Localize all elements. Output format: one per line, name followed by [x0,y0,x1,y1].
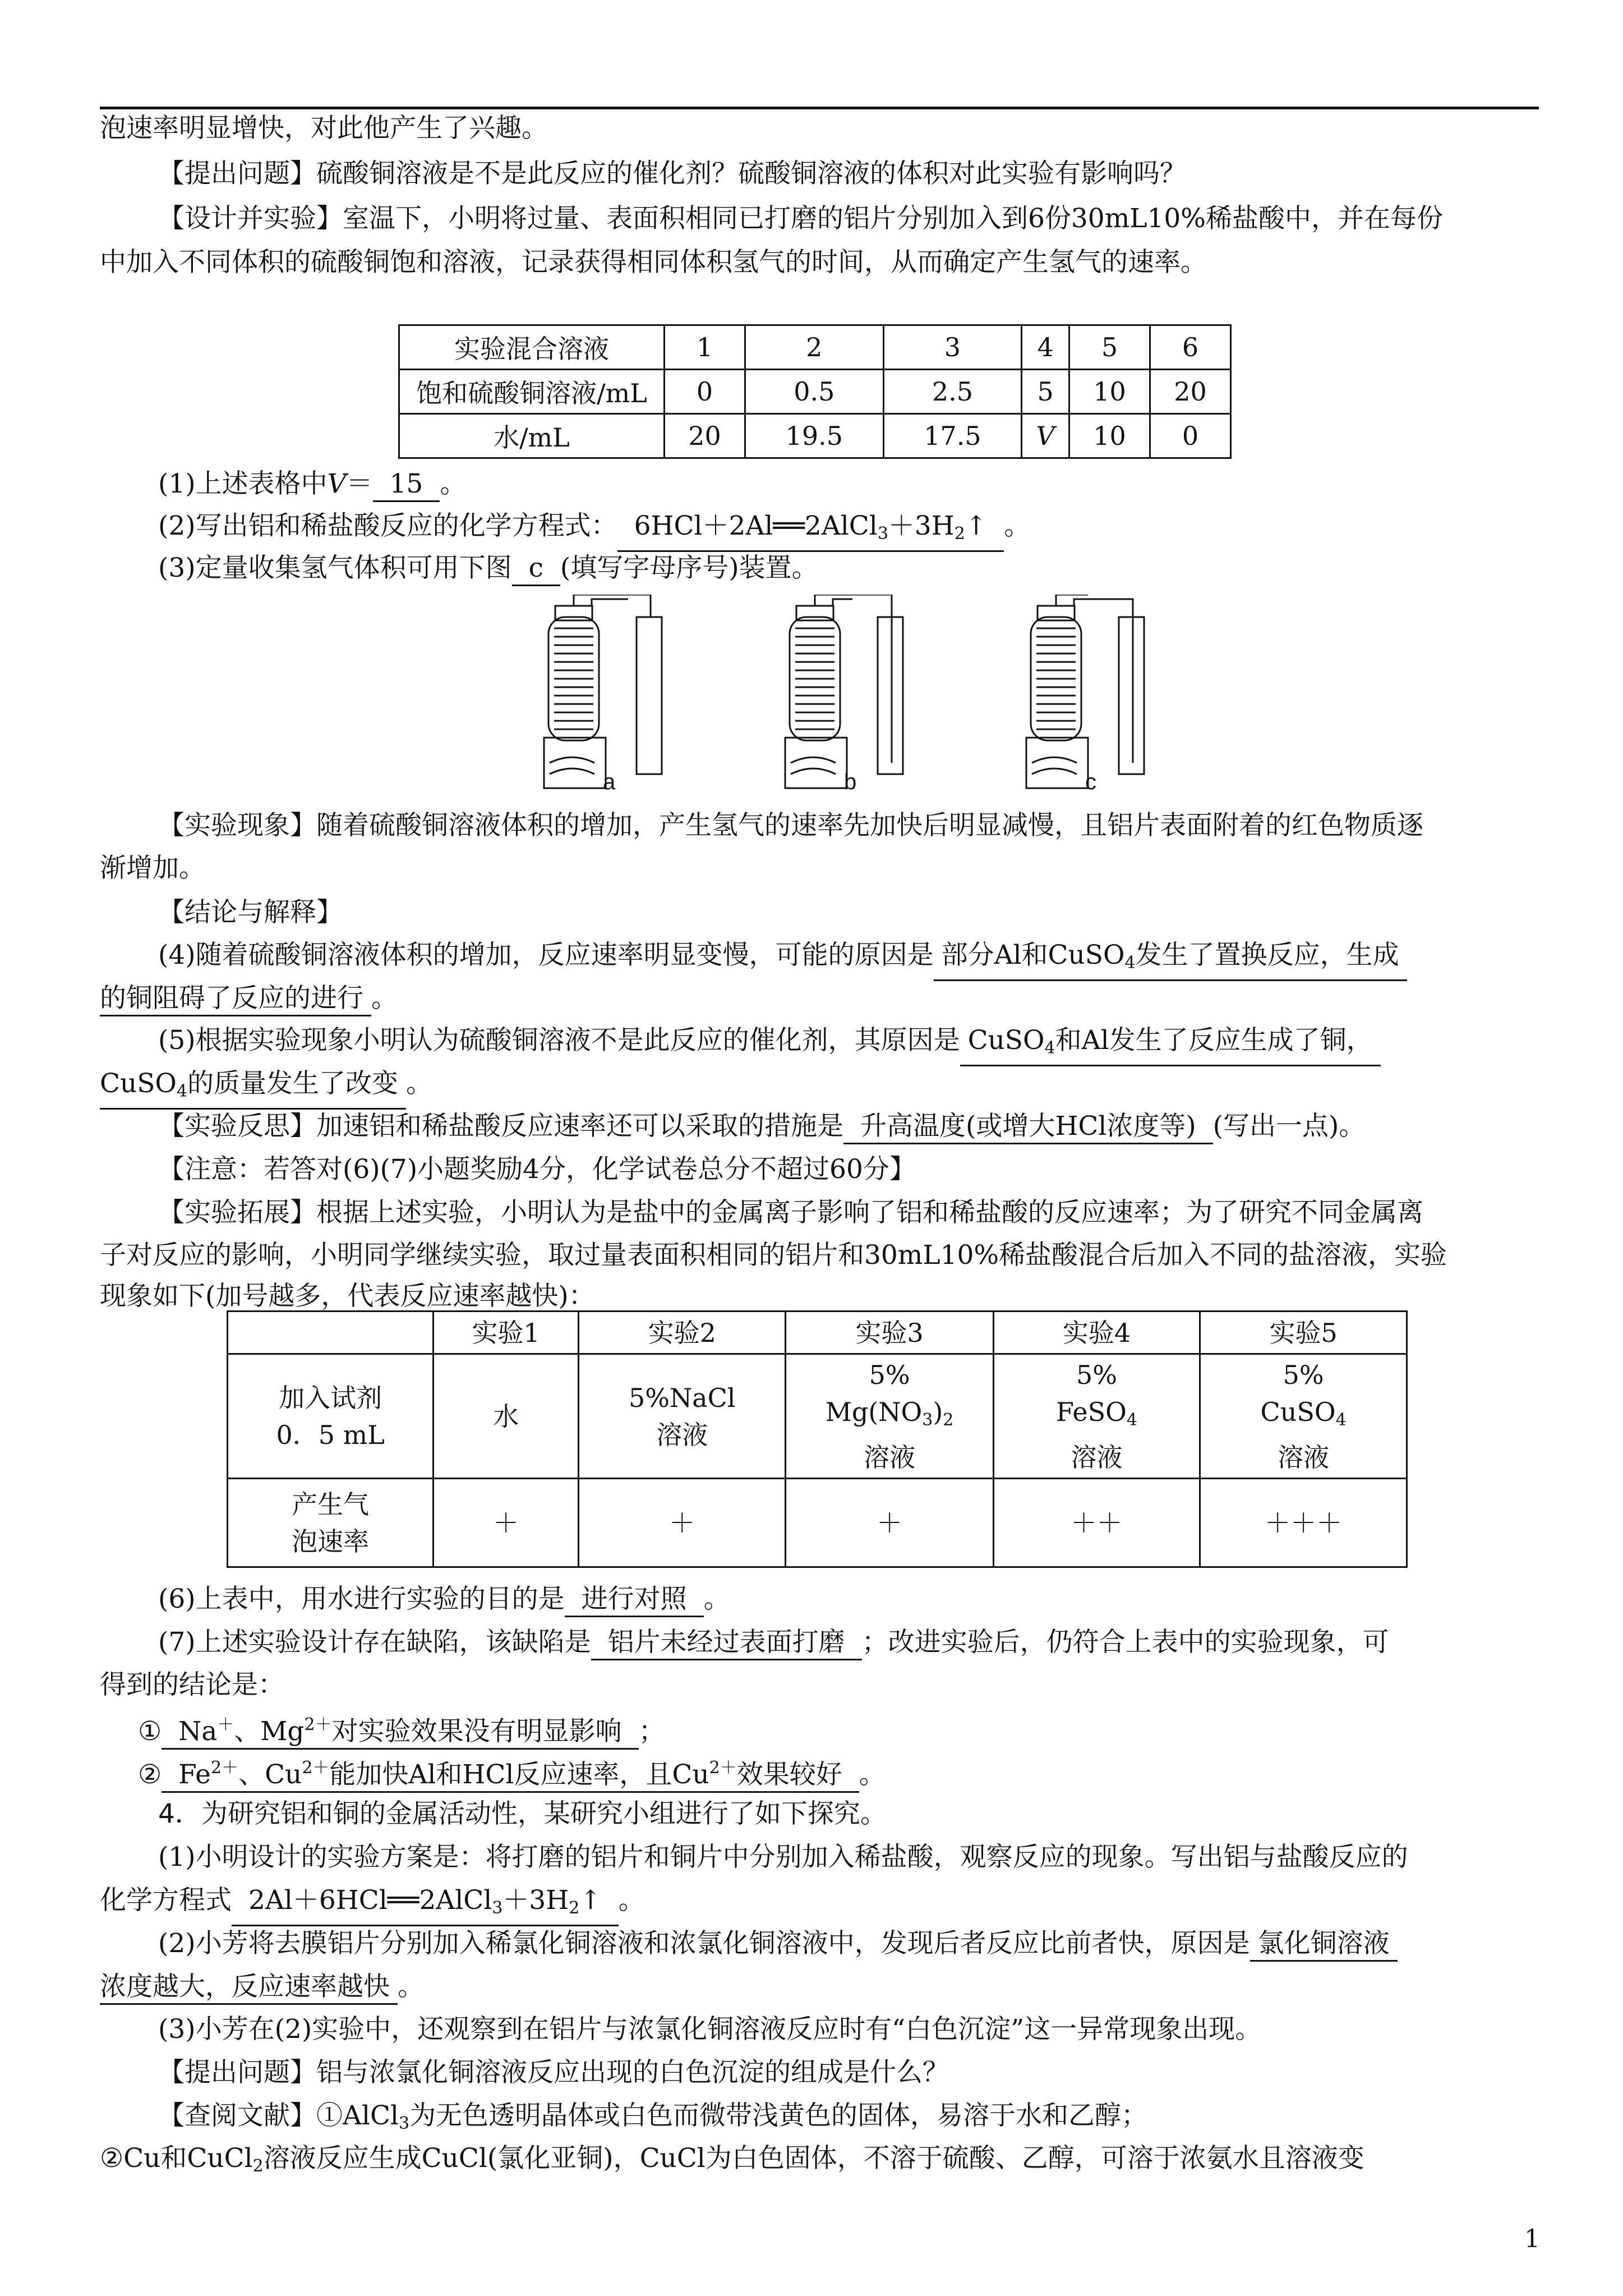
table-cell: 加入试剂 0．5 mL [228,1354,434,1479]
answer-blank: 升高温度(或增大HCl浓度等) [843,1110,1213,1144]
phenomenon-line-1: 【实验现象】随着硫酸铜溶液体积的增加，产生氢气的速率先加快后明显减慢，且铝片表面附着的红色物质逐 [158,810,1423,841]
figure-label-c: c [1085,770,1096,794]
p4-s3-line: (3)小芳在(2)实验中，还观察到在铝片与浓氯化铜溶液反应时有“白色沉淀”这一异常现象出现。 [158,2014,1262,2045]
ion-effect-table [227,1310,1408,1568]
answer-blank: 15 [373,468,440,502]
table-row [399,325,1231,370]
table-cell: 5% $Mg(NO_3)_2$ 溶液 [786,1354,993,1479]
table-cell: 17.5 [883,414,1022,458]
table-cell: ＋＋＋ [1200,1479,1407,1567]
p4-question-line: 【提出问题】铝与浓氯化铜溶液反应出现的白色沉淀的组成是什么？ [158,2057,949,2088]
answer-blank: 铝片未经过表面打磨 [591,1626,862,1660]
table-cell: 1 [665,325,745,370]
table-cell: 3 [883,325,1022,370]
table-cell: 实验5 [1200,1312,1407,1354]
table-cell: 6 [1150,325,1230,370]
p4-s1-line-1: (1)小明设计的实验方案是：将打磨的铝片和铜片中分别加入稀盐酸，观察反应的现象。写出铝与盐酸反应的 [158,1842,1408,1872]
answer-blank: 进行对照 [565,1583,704,1617]
table-cell: 10 [1069,414,1150,458]
answer-blank: CuSO$_4$的质量发生了改变 [100,1068,406,1110]
table-cell: 19.5 [745,414,883,458]
q4-line-1: (4)随着硫酸铜溶液体积的增加，反应速率明显变慢，可能的原因是 部分Al和CuSO$_4$发生了置换反应，生成 [158,936,1407,981]
p4-s2-line-2: 浓度越大，反应速率越快 。 [100,1967,424,2007]
q7-line-2: 得到的结论是： [100,1669,284,1700]
figure-label-a: a [603,770,616,794]
extension-line-2: 子对反应的影响，小明同学继续实验，取过量表面积相同的铝片和30mL10%稀盐酸混合后加入不同的盐溶液，实验 [100,1240,1447,1271]
table-cell: 5 [1022,370,1069,414]
q5-line-2: CuSO$_4$的质量发生了改变 。 [100,1064,432,1110]
design-line-1: 【设计并实验】室温下，小明将过量、表面积相同已打磨的铝片分别加入到6份30mL10%稀盐酸中，并在每份 [158,203,1443,234]
q5-line-1: (5)根据实验现象小明认为硫酸铜溶液不是此反应的催化剂，其原因是 CuSO$_4$和Al发生了反应生成了铜， [158,1021,1381,1066]
answer-blank: Na＋、$Mg^{2+}$对实验效果没有明显影响 [162,1709,638,1750]
answer-blank: c [512,552,560,586]
table-cell: 水/mL [399,414,665,458]
table-cell: 5%NaCl 溶液 [578,1354,785,1479]
note-line: 【注意：若答对(6)(7)小题奖励4分，化学试卷总分不超过60分】 [158,1154,916,1185]
q2-line: (2)写出铝和稀盐酸反应的化学方程式： $6HCl+2Al══2AlCl_3+3H_2↑$ 。 [158,507,1030,552]
table-cell: 5 [1069,325,1150,370]
intro-line: 泡速率明显增快，对此他产生了兴趣。 [100,113,548,144]
table-row [399,414,1231,458]
question-heading: 【提出问题】硫酸铜溶液是不是此反应的催化剂？硫酸铜溶液的体积对此实验有影响吗？ [158,158,1186,189]
answer-blank: $Fe^{2+}$、$Cu^{2+}$能加快Al和HCl反应速率，且$Cu^{2+}$效果较好 [162,1752,859,1793]
table-cell: 5% FeSO$_4$ 溶液 [993,1354,1200,1479]
table-row [228,1354,1407,1479]
table-cell: ＋ [786,1479,993,1567]
table-row [228,1479,1407,1567]
conclusion-2: ② $Fe^{2+}$、$Cu^{2+}$能加快Al和HCl反应速率，且$Cu^{2+}$效果较好 。 [138,1752,886,1795]
table-cell: 10 [1069,370,1150,414]
table-cell: 20 [665,414,745,458]
answer-blank: 的铜阻碍了反应的进行 [100,982,371,1016]
table-row [228,1312,1407,1354]
table-cell: 2 [745,325,883,370]
answer-blank: 浓度越大，反应速率越快 [100,1971,398,2005]
table-cell: 0 [1150,414,1230,458]
page-number: 1 [1524,2225,1540,2253]
table-cell: 实验1 [434,1312,579,1354]
table-cell: V [1022,414,1069,458]
table-cell: 实验4 [993,1312,1200,1354]
table-cell: 实验3 [786,1312,993,1354]
volume-table [398,324,1232,459]
table-cell: 实验混合溶液 [399,325,665,370]
p4-literature-line-2: ②Cu和CuCl$_2$溶液反应生成CuCl(氯化亚铜)，CuCl为白色固体，不溶于硫酸、乙醇，可溶于浓氨水且溶液变 [100,2143,1364,2176]
design-line-2: 中加入不同体积的硫酸铜饱和溶液，记录获得相同体积氢气的时间，从而确定产生氢气的速率。 [100,247,1207,278]
figure-label-b: b [844,770,857,794]
table-cell: 实验2 [578,1312,785,1354]
table-cell [228,1312,434,1354]
q3-line: (3)定量收集氢气体积可用下图 c (填写字母序号)装置。 [158,549,818,588]
q4-line-2: 的铜阻碍了反应的进行 。 [100,979,398,1018]
conclusion-heading: 【结论与解释】 [158,897,343,928]
table-cell: 饱和硫酸铜溶液/mL [399,370,665,414]
reflection-line: 【实验反思】加速铝和稀盐酸反应速率还可以采取的措施是 升高温度(或增大HCl浓度等) (写出一点)。 [158,1107,1365,1146]
gas-collection-apparatus-figure [538,595,1161,797]
p4-s2-line-1: (2)小芳将去膜铝片分别加入稀氯化铜溶液和浓氯化铜溶液中，发现后者反应比前者快，原因是 氯化铜溶液 [158,1924,1398,1963]
extension-line-1: 【实验拓展】根据上述实验，小明认为是盐中的金属离子影响了铝和稀盐酸的反应速率；为了研究不同金属离 [158,1197,1423,1228]
q7-line-1: (7)上述实验设计存在缺陷，该缺陷是 铝片未经过表面打磨 ；改进实验后，仍符合上表中的实验现象，可 [158,1623,1389,1662]
table-cell: ＋ [578,1479,785,1567]
extension-line-3: 现象如下(加号越多，代表反应速率越快)： [100,1281,595,1312]
answer-blank: $2Al+6HCl══2AlCl_3+3H_2↑$ [232,1884,619,1926]
answer-blank: $6HCl+2Al══2AlCl_3+3H_2↑$ [617,510,1004,552]
table-cell: 产生气 泡速率 [228,1479,434,1567]
phenomenon-line-2: 渐增加。 [100,853,205,884]
p4-literature-line-1: 【查阅文献】①AlCl$_3$为无色透明晶体或白色而微带浅黄色的固体，易溶于水和乙醇； [158,2100,1148,2133]
table-cell: 2.5 [883,370,1022,414]
q6-line: (6)上表中，用水进行实验的目的是 进行对照 。 [158,1580,730,1619]
table-cell: 0 [665,370,745,414]
q1-line: (1)上述表格中V＝ 15 。 [158,464,466,504]
problem-4-title: 4．为研究铝和铜的金属活动性，某研究小组进行了如下探究。 [158,1798,887,1829]
table-cell: 4 [1022,325,1069,370]
answer-blank: CuSO$_4$和Al发生了反应生成了铜， [960,1024,1381,1066]
table-cell: 20 [1150,370,1230,414]
table-row [399,370,1231,414]
table-cell: 水 [434,1354,579,1479]
answer-blank: 部分Al和CuSO$_4$发生了置换反应，生成 [934,939,1407,981]
conclusion-1: ① Na＋、$Mg^{2+}$对实验效果没有明显影响 ； [138,1709,665,1751]
answer-blank: 氯化铜溶液 [1250,1927,1398,1962]
table-cell: ＋ [434,1479,579,1567]
table-cell: 0.5 [745,370,883,414]
table-cell: 5% CuSO$_4$ 溶液 [1200,1354,1407,1479]
p4-s1-line-2: 化学方程式 $2Al+6HCl══2AlCl_3+3H_2↑$ 。 [100,1881,645,1926]
table-cell: ＋＋ [993,1479,1200,1567]
